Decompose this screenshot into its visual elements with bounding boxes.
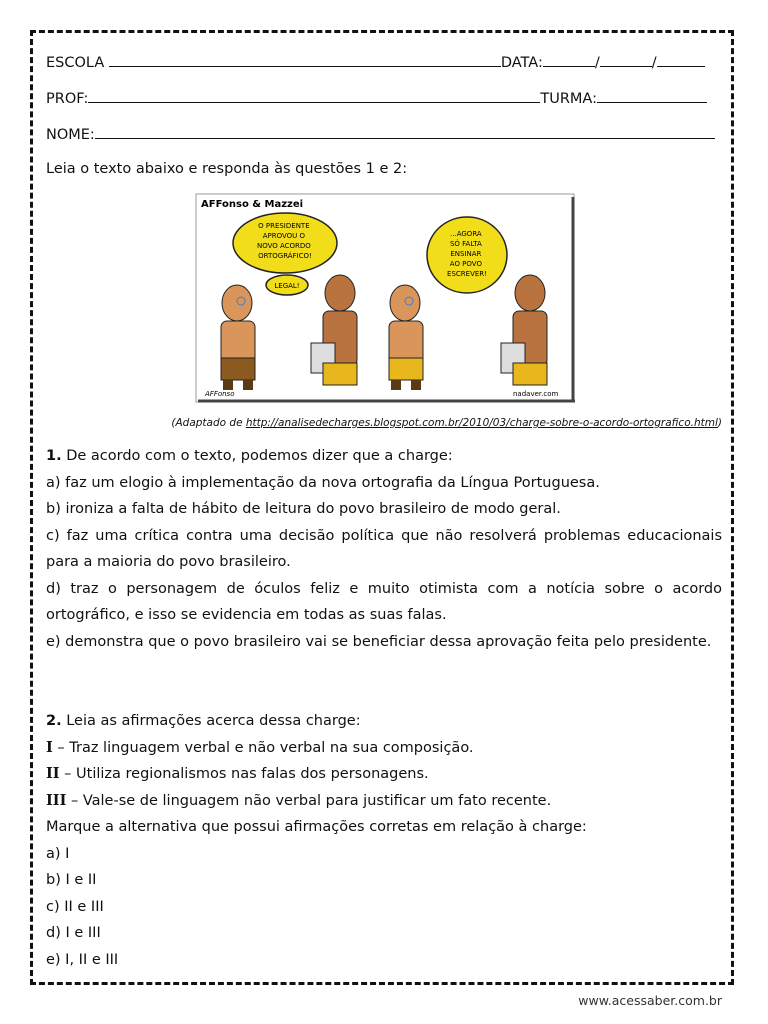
speech-bubble-1-text: O PRESIDENTE APROVOU O NOVO ACORDO ORTOGRÁFICO! — [256, 222, 312, 260]
turma-field[interactable] — [597, 89, 707, 103]
intro-text: Leia o texto abaixo e responda às questões 1 e 2: — [46, 161, 408, 177]
question-1 — [46, 443, 722, 655]
escola-label: ESCOLA — [46, 55, 105, 71]
footer-site[interactable]: www.acessaber.com.br — [578, 993, 722, 1008]
question-1-option-e: e) demonstra que o povo brasileiro vai se beneficiar dessa aprovação feita pelo presidente. — [46, 633, 712, 650]
cartoon-title: AFFonso & Mazzei — [201, 199, 304, 210]
statement-2: II – Utiliza regionalismos nas falas dos personagens. — [46, 765, 429, 782]
data-day-field[interactable] — [543, 53, 595, 67]
question-1-option-a: a) faz um elogio à implementação da nova ortografia da Língua Portuguesa. — [46, 474, 600, 491]
question-2-option-c: c) II e III — [46, 898, 104, 915]
statement-1: I – Traz linguagem verbal e não verbal na sua composição. — [46, 738, 474, 756]
cartoon-site: nadaver.com — [513, 390, 559, 398]
question-2-prompt: Marque a alternativa que possui afirmações corretas em relação à charge: — [46, 819, 587, 835]
question-1-option-b: b) ironiza a falta de hábito de leitura do povo brasileiro de modo geral. — [46, 501, 561, 517]
source-link[interactable]: http://analisedecharges.blogspot.com.br/2010/03/charge-sobre-o-acordo-ortografico.html — [245, 417, 718, 429]
turma-label: TURMA: — [540, 91, 597, 107]
data-year-field[interactable] — [657, 53, 705, 67]
nome-row — [46, 125, 715, 143]
prof-label: PROF: — [46, 91, 89, 107]
cartoon-signature: AFFonso — [205, 390, 235, 398]
speech-bubble-3-text: ...AGORA SÓ FALTA ENSINAR AO POVO ESCREVER! — [447, 230, 487, 278]
question-2-option-a: a) I — [46, 845, 70, 862]
question-1-option-c: c) faz uma crítica contra uma decisão política que não resolverá problemas educacionais para a maioria do povo brasileiro. — [46, 527, 722, 570]
nome-field[interactable] — [95, 125, 715, 139]
question-2-option-b: b) I e II — [46, 872, 97, 888]
prof-row — [46, 89, 707, 107]
character-glasses-2 — [389, 285, 423, 390]
nome-label: NOME: — [46, 127, 95, 143]
question-2-option-e: e) I, II e III — [46, 951, 119, 968]
source-caption: (Adaptado de http://analisedecharges.blogspot.com.br/2010/03/charge-sobre-o-acordo-ortografico.html) — [171, 417, 722, 429]
question-2-stem: 2. Leia as afirmações acerca dessa charge: — [46, 713, 361, 729]
charge-cartoon — [195, 193, 575, 403]
character-glasses-1 — [221, 285, 255, 390]
statement-3: III – Vale-se de linguagem não verbal para justificar um fato recente. — [46, 791, 552, 809]
question-1-option-d: d) traz o personagem de óculos feliz e muito otimista com a notícia sobre o acordo ortográfico, e isso se evidencia em todas as suas falas. — [46, 580, 722, 623]
question-1-number: 1. — [46, 448, 62, 464]
question-2-number: 2. — [46, 713, 62, 729]
escola-row: ESCOLA DATA: / / — [46, 53, 705, 71]
prof-field[interactable] — [88, 89, 540, 103]
speech-bubble-2-text: LEGAL! — [274, 282, 300, 290]
data-month-field[interactable] — [600, 53, 652, 67]
question-2 — [46, 708, 722, 973]
question-1-stem: 1. De acordo com o texto, podemos dizer que a charge: — [46, 448, 453, 464]
question-2-option-d: d) I e III — [46, 925, 101, 941]
escola-field[interactable] — [109, 53, 501, 67]
data-label: DATA: — [500, 55, 543, 71]
